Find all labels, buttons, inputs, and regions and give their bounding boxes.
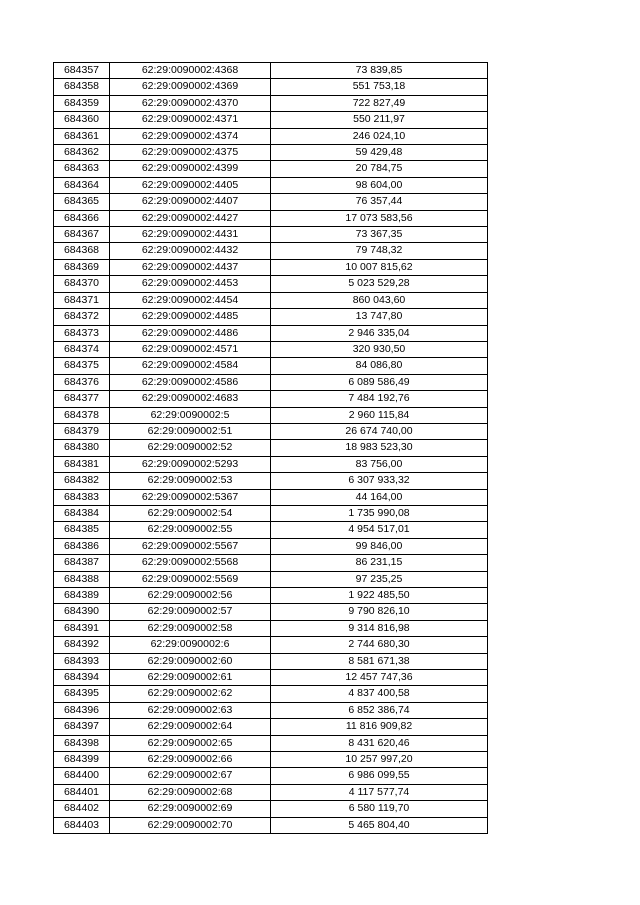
row-number-cell: 684398 xyxy=(54,735,110,751)
table-row xyxy=(54,735,488,751)
cadastral-value-cell: 6 089 586,49 xyxy=(271,374,488,390)
cadastral-value-cell: 4 837 400,58 xyxy=(271,686,488,702)
cadastral-number-cell: 62:29:0090002:4371 xyxy=(110,112,271,128)
table-row xyxy=(54,112,488,128)
cadastral-number-cell: 62:29:0090002:5567 xyxy=(110,538,271,554)
row-number-cell: 684380 xyxy=(54,440,110,456)
table-row xyxy=(54,538,488,554)
table-row xyxy=(54,177,488,193)
cadastral-number-cell: 62:29:0090002:55 xyxy=(110,522,271,538)
cadastral-number-cell: 62:29:0090002:57 xyxy=(110,604,271,620)
row-number-cell: 684396 xyxy=(54,702,110,718)
cadastral-value-cell: 10 257 997,20 xyxy=(271,752,488,768)
table-row xyxy=(54,473,488,489)
row-number-cell: 684368 xyxy=(54,243,110,259)
row-number-cell: 684391 xyxy=(54,620,110,636)
cadastral-number-cell: 62:29:0090002:4405 xyxy=(110,177,271,193)
table-row xyxy=(54,423,488,439)
table-row xyxy=(54,63,488,79)
cadastral-value-cell: 551 753,18 xyxy=(271,79,488,95)
row-number-cell: 684394 xyxy=(54,670,110,686)
cadastral-value-cell: 8 581 671,38 xyxy=(271,653,488,669)
table-row xyxy=(54,752,488,768)
row-number-cell: 684374 xyxy=(54,341,110,357)
cadastral-value-cell: 83 756,00 xyxy=(271,456,488,472)
row-number-cell: 684385 xyxy=(54,522,110,538)
table-row xyxy=(54,571,488,587)
table-body xyxy=(54,63,488,834)
row-number-cell: 684382 xyxy=(54,473,110,489)
cadastral-number-cell: 62:29:0090002:52 xyxy=(110,440,271,456)
cadastral-value-cell: 6 580 119,70 xyxy=(271,801,488,817)
cadastral-number-cell: 62:29:0090002:4584 xyxy=(110,358,271,374)
table-row xyxy=(54,95,488,111)
cadastral-number-cell: 62:29:0090002:61 xyxy=(110,670,271,686)
row-number-cell: 684377 xyxy=(54,391,110,407)
row-number-cell: 684387 xyxy=(54,555,110,571)
cadastral-value-cell: 6 307 933,32 xyxy=(271,473,488,489)
table-row xyxy=(54,505,488,521)
table-row xyxy=(54,653,488,669)
row-number-cell: 684402 xyxy=(54,801,110,817)
table-row xyxy=(54,243,488,259)
cadastral-value-cell: 10 007 815,62 xyxy=(271,259,488,275)
table-row xyxy=(54,259,488,275)
cadastral-value-cell: 12 457 747,36 xyxy=(271,670,488,686)
cadastral-value-cell: 17 073 583,56 xyxy=(271,210,488,226)
table-row xyxy=(54,719,488,735)
row-number-cell: 684358 xyxy=(54,79,110,95)
row-number-cell: 684373 xyxy=(54,325,110,341)
row-number-cell: 684362 xyxy=(54,145,110,161)
cadastral-value-cell: 8 431 620,46 xyxy=(271,735,488,751)
cadastral-number-cell: 62:29:0090002:70 xyxy=(110,817,271,833)
cadastral-number-cell: 62:29:0090002:65 xyxy=(110,735,271,751)
table-row xyxy=(54,670,488,686)
row-number-cell: 684386 xyxy=(54,538,110,554)
cadastral-number-cell: 62:29:0090002:54 xyxy=(110,505,271,521)
table-row xyxy=(54,801,488,817)
cadastral-number-cell: 62:29:0090002:67 xyxy=(110,768,271,784)
table-row xyxy=(54,210,488,226)
cadastral-value-cell: 6 986 099,55 xyxy=(271,768,488,784)
row-number-cell: 684367 xyxy=(54,227,110,243)
cadastral-number-cell: 62:29:0090002:51 xyxy=(110,423,271,439)
row-number-cell: 684357 xyxy=(54,63,110,79)
cadastral-value-cell: 99 846,00 xyxy=(271,538,488,554)
cadastral-value-cell: 2 744 680,30 xyxy=(271,637,488,653)
cadastral-number-cell: 62:29:0090002:5 xyxy=(110,407,271,423)
table-row xyxy=(54,194,488,210)
cadastral-number-cell: 62:29:0090002:4431 xyxy=(110,227,271,243)
cadastral-number-cell: 62:29:0090002:5293 xyxy=(110,456,271,472)
row-number-cell: 684397 xyxy=(54,719,110,735)
row-number-cell: 684379 xyxy=(54,423,110,439)
table-row xyxy=(54,227,488,243)
cadastral-value-cell: 9 790 826,10 xyxy=(271,604,488,620)
table-row xyxy=(54,374,488,390)
cadastral-value-cell: 860 043,60 xyxy=(271,292,488,308)
cadastral-number-cell: 62:29:0090002:4375 xyxy=(110,145,271,161)
cadastral-number-cell: 62:29:0090002:4586 xyxy=(110,374,271,390)
cadastral-value-cell: 4 954 517,01 xyxy=(271,522,488,538)
row-number-cell: 684399 xyxy=(54,752,110,768)
cadastral-value-cell: 18 983 523,30 xyxy=(271,440,488,456)
row-number-cell: 684366 xyxy=(54,210,110,226)
cadastral-number-cell: 62:29:0090002:4432 xyxy=(110,243,271,259)
cadastral-value-cell: 59 429,48 xyxy=(271,145,488,161)
table-row xyxy=(54,637,488,653)
cadastral-number-cell: 62:29:0090002:4485 xyxy=(110,309,271,325)
cadastral-value-cell: 550 211,97 xyxy=(271,112,488,128)
cadastral-number-cell: 62:29:0090002:4486 xyxy=(110,325,271,341)
table-row xyxy=(54,620,488,636)
row-number-cell: 684401 xyxy=(54,784,110,800)
row-number-cell: 684376 xyxy=(54,374,110,390)
table-row xyxy=(54,604,488,620)
row-number-cell: 684400 xyxy=(54,768,110,784)
row-number-cell: 684383 xyxy=(54,489,110,505)
table-row xyxy=(54,489,488,505)
row-number-cell: 684370 xyxy=(54,276,110,292)
cadastral-value-cell: 6 852 386,74 xyxy=(271,702,488,718)
cadastral-value-cell: 1 922 485,50 xyxy=(271,588,488,604)
row-number-cell: 684389 xyxy=(54,588,110,604)
cadastral-number-cell: 62:29:0090002:4427 xyxy=(110,210,271,226)
row-number-cell: 684369 xyxy=(54,259,110,275)
cadastral-value-cell: 9 314 816,98 xyxy=(271,620,488,636)
cadastral-value-cell: 246 024,10 xyxy=(271,128,488,144)
cadastral-value-cell: 44 164,00 xyxy=(271,489,488,505)
cadastral-value-cell: 2 960 115,84 xyxy=(271,407,488,423)
cadastral-value-cell: 86 231,15 xyxy=(271,555,488,571)
table-row xyxy=(54,588,488,604)
row-number-cell: 684388 xyxy=(54,571,110,587)
cadastral-number-cell: 62:29:0090002:4437 xyxy=(110,259,271,275)
cadastral-number-cell: 62:29:0090002:5568 xyxy=(110,555,271,571)
table-row xyxy=(54,456,488,472)
cadastral-number-cell: 62:29:0090002:60 xyxy=(110,653,271,669)
cadastral-number-cell: 62:29:0090002:5569 xyxy=(110,571,271,587)
row-number-cell: 684395 xyxy=(54,686,110,702)
cadastral-number-cell: 62:29:0090002:66 xyxy=(110,752,271,768)
table-row xyxy=(54,309,488,325)
table-row xyxy=(54,161,488,177)
table-row xyxy=(54,555,488,571)
cadastral-value-cell: 5 023 529,28 xyxy=(271,276,488,292)
row-number-cell: 684360 xyxy=(54,112,110,128)
cadastral-number-cell: 62:29:0090002:4370 xyxy=(110,95,271,111)
row-number-cell: 684392 xyxy=(54,637,110,653)
row-number-cell: 684359 xyxy=(54,95,110,111)
cadastral-number-cell: 62:29:0090002:4399 xyxy=(110,161,271,177)
cadastral-value-cell: 11 816 909,82 xyxy=(271,719,488,735)
table-row xyxy=(54,440,488,456)
cadastral-value-cell: 26 674 740,00 xyxy=(271,423,488,439)
cadastral-value-cell: 73 839,85 xyxy=(271,63,488,79)
table-row xyxy=(54,686,488,702)
cadastral-number-cell: 62:29:0090002:4407 xyxy=(110,194,271,210)
cadastral-value-cell: 97 235,25 xyxy=(271,571,488,587)
cadastral-value-cell: 20 784,75 xyxy=(271,161,488,177)
table-row xyxy=(54,702,488,718)
cadastral-value-cell: 320 930,50 xyxy=(271,341,488,357)
table-row xyxy=(54,341,488,357)
cadastral-number-cell: 62:29:0090002:6 xyxy=(110,637,271,653)
cadastral-number-cell: 62:29:0090002:4369 xyxy=(110,79,271,95)
cadastral-value-table xyxy=(53,62,488,834)
cadastral-value-cell: 4 117 577,74 xyxy=(271,784,488,800)
cadastral-number-cell: 62:29:0090002:4454 xyxy=(110,292,271,308)
cadastral-value-cell: 84 086,80 xyxy=(271,358,488,374)
table-row xyxy=(54,358,488,374)
row-number-cell: 684375 xyxy=(54,358,110,374)
table-row xyxy=(54,276,488,292)
table-row xyxy=(54,784,488,800)
cadastral-value-cell: 5 465 804,40 xyxy=(271,817,488,833)
row-number-cell: 684371 xyxy=(54,292,110,308)
cadastral-number-cell: 62:29:0090002:4374 xyxy=(110,128,271,144)
row-number-cell: 684381 xyxy=(54,456,110,472)
table-row xyxy=(54,391,488,407)
table-row xyxy=(54,145,488,161)
cadastral-number-cell: 62:29:0090002:53 xyxy=(110,473,271,489)
row-number-cell: 684361 xyxy=(54,128,110,144)
cadastral-value-cell: 1 735 990,08 xyxy=(271,505,488,521)
row-number-cell: 684364 xyxy=(54,177,110,193)
cadastral-number-cell: 62:29:0090002:4683 xyxy=(110,391,271,407)
cadastral-number-cell: 62:29:0090002:58 xyxy=(110,620,271,636)
row-number-cell: 684372 xyxy=(54,309,110,325)
cadastral-value-cell: 76 357,44 xyxy=(271,194,488,210)
cadastral-number-cell: 62:29:0090002:68 xyxy=(110,784,271,800)
row-number-cell: 684403 xyxy=(54,817,110,833)
table-row xyxy=(54,79,488,95)
cadastral-number-cell: 62:29:0090002:69 xyxy=(110,801,271,817)
table-row xyxy=(54,522,488,538)
cadastral-value-cell: 98 604,00 xyxy=(271,177,488,193)
cadastral-value-cell: 79 748,32 xyxy=(271,243,488,259)
table-row xyxy=(54,407,488,423)
table-row xyxy=(54,768,488,784)
cadastral-number-cell: 62:29:0090002:56 xyxy=(110,588,271,604)
cadastral-number-cell: 62:29:0090002:64 xyxy=(110,719,271,735)
row-number-cell: 684384 xyxy=(54,505,110,521)
cadastral-number-cell: 62:29:0090002:4571 xyxy=(110,341,271,357)
cadastral-value-cell: 722 827,49 xyxy=(271,95,488,111)
table-row xyxy=(54,817,488,833)
cadastral-value-cell: 13 747,80 xyxy=(271,309,488,325)
cadastral-number-cell: 62:29:0090002:4368 xyxy=(110,63,271,79)
row-number-cell: 684393 xyxy=(54,653,110,669)
row-number-cell: 684378 xyxy=(54,407,110,423)
cadastral-value-cell: 2 946 335,04 xyxy=(271,325,488,341)
cadastral-value-cell: 73 367,35 xyxy=(271,227,488,243)
cadastral-number-cell: 62:29:0090002:62 xyxy=(110,686,271,702)
cadastral-number-cell: 62:29:0090002:63 xyxy=(110,702,271,718)
row-number-cell: 684365 xyxy=(54,194,110,210)
cadastral-number-cell: 62:29:0090002:4453 xyxy=(110,276,271,292)
cadastral-value-cell: 7 484 192,76 xyxy=(271,391,488,407)
table-row xyxy=(54,325,488,341)
row-number-cell: 684363 xyxy=(54,161,110,177)
cadastral-number-cell: 62:29:0090002:5367 xyxy=(110,489,271,505)
table-row xyxy=(54,292,488,308)
table-row xyxy=(54,128,488,144)
row-number-cell: 684390 xyxy=(54,604,110,620)
